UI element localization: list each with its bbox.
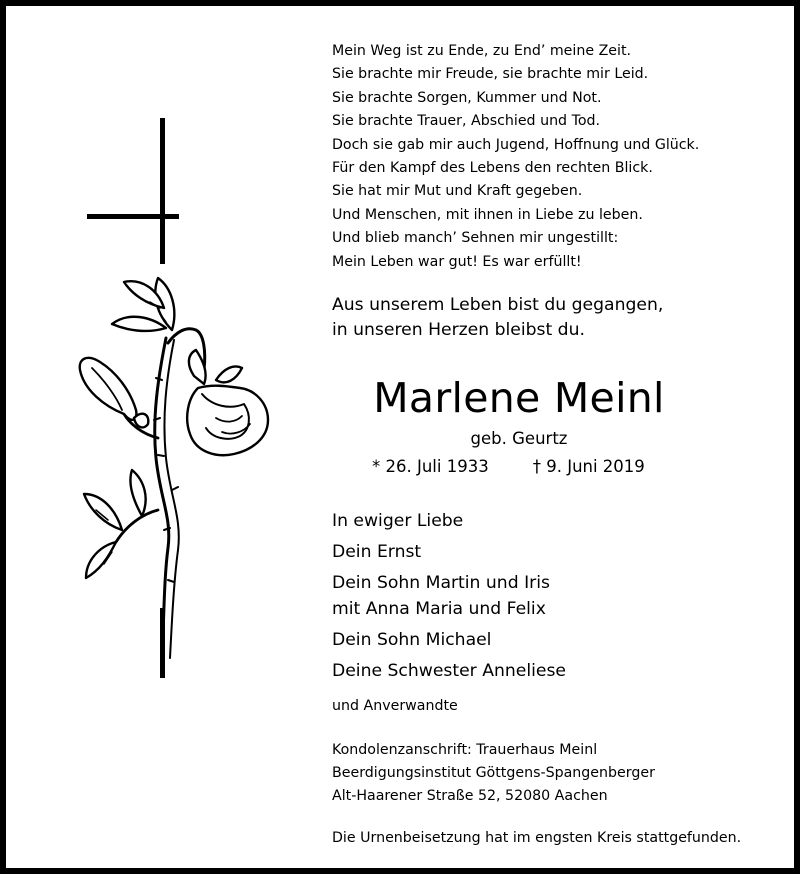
poem-line: Mein Weg ist zu Ende, zu End’ meine Zeit.: [332, 43, 632, 59]
mourner-line: mit Anna Maria und Felix: [332, 599, 546, 619]
condolence-address: [332, 739, 655, 808]
mourner-line: In ewiger Liebe: [332, 511, 464, 531]
poem-line: Und blieb manch’ Sehnen mir ungestillt:: [332, 230, 619, 247]
poem-line: Doch sie gab mir auch Jugend, Hoffnung und Glück.: [332, 136, 700, 153]
poem-line: Sie hat mir Mut und Kraft gegeben.: [332, 183, 583, 200]
address-line: Kondolenzanschrift: Trauerhaus Meinl: [332, 742, 598, 758]
poem-line: Sie brachte Sorgen, Kummer und Not.: [332, 89, 602, 106]
motto-line: Aus unserem Leben bist du gegangen,: [332, 295, 664, 315]
mourner-line: Deine Schwester Anneliese: [332, 661, 566, 681]
poem-line: Für den Kampf des Lebens den rechten Blick.: [332, 160, 653, 177]
mourner-line: Dein Ernst: [332, 542, 422, 562]
poem-line: Sie brachte Trauer, Abschied und Tod.: [332, 113, 601, 130]
death-date: † 9. Juni 2019: [532, 457, 645, 476]
mourner-line: Dein Sohn Martin und Iris: [332, 573, 550, 593]
motto: [332, 293, 663, 343]
poem-line: Und Menschen, mit ihnen in Liebe zu leben.: [332, 206, 643, 223]
life-dates: [372, 455, 645, 479]
mourners-list: [332, 508, 566, 684]
burial-note: Die Urnenbeisetzung hat im engsten Kreis stattgefunden.: [332, 830, 742, 846]
birth-date: * 26. Juli 1933: [372, 457, 489, 476]
motto-line: in unseren Herzen bleibst du.: [332, 320, 585, 340]
rose-illustration-icon: [80, 278, 268, 658]
relatives: und Anverwandte: [332, 698, 458, 714]
mourner-line: Dein Sohn Michael: [332, 630, 492, 650]
birth-name: geb. Geurtz: [470, 429, 568, 448]
poem-line: Mein Leben war gut! Es war erfüllt!: [332, 253, 582, 270]
address-line: Alt-Haarener Straße 52, 52080 Aachen: [332, 788, 608, 804]
poem: [332, 40, 699, 274]
poem-line: Sie brachte mir Freude, sie brachte mir Leid.: [332, 66, 649, 83]
address-line: Beerdigungsinstitut Göttgens-Spangenberger: [332, 765, 655, 781]
deceased-name: Marlene Meinl: [373, 374, 665, 422]
cross-and-rose-illustration: [46, 118, 286, 678]
